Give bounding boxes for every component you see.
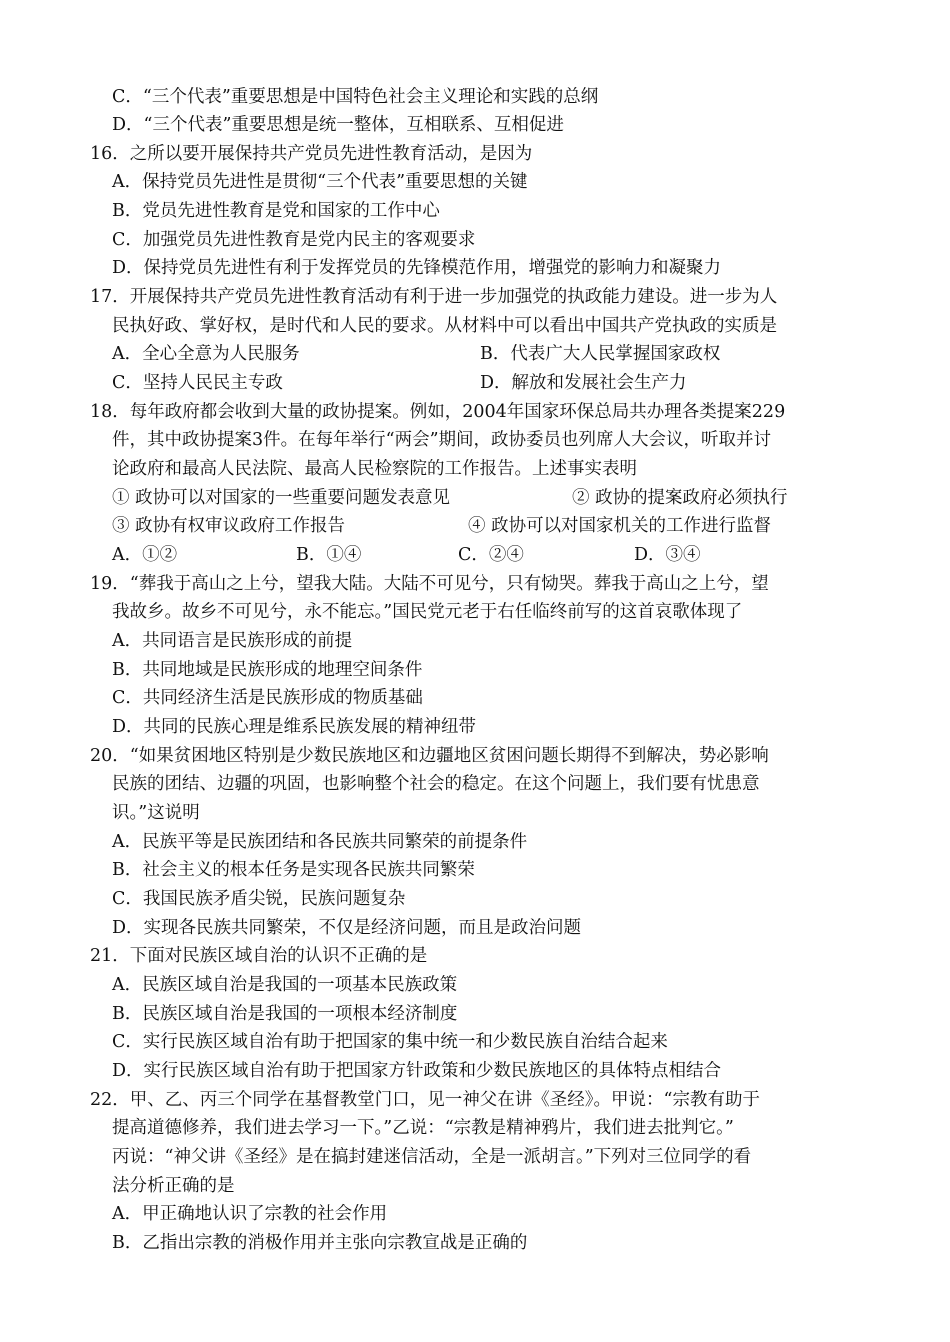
- q19-option-c: C．共同经济生活是民族形成的物质基础: [112, 688, 423, 708]
- q22-option-a: A．甲正确地认识了宗教的社会作用: [112, 1204, 388, 1224]
- q17-options-row2: [0, 369, 950, 397]
- q17-option-c: C．坚持人民民主专政: [112, 373, 283, 393]
- q19-option-d: D．共同的民族心理是维系民族发展的精神纽带: [112, 717, 477, 737]
- q21-option-b: B．民族区域自治是我国的一项根本经济制度: [112, 1004, 458, 1024]
- q21-option-c: C．实行民族区域自治有助于把国家的集中统一和少数民族自治结合起来: [112, 1032, 668, 1052]
- q20-option-a: A．民族平等是民族团结和各民族共同繁荣的前提条件: [112, 832, 528, 852]
- q17-option-a: A．全心全意为人民服务: [112, 344, 300, 364]
- q18-item-2: ② 政协的提案政府必须执行: [572, 488, 788, 508]
- q16-option-c: C．加强党员先进性教育是党内民主的客观要求: [112, 230, 476, 250]
- q20-option-c: C．我国民族矛盾尖锐，民族问题复杂: [112, 889, 406, 909]
- q18-items-row1: [0, 484, 950, 512]
- q18-stem-line1: 18．每年政府都会收到大量的政协提案。例如，2004年国家环保总局共办理各类提案229: [90, 402, 786, 422]
- q20-stem-line3: 识。”这说明: [112, 803, 200, 823]
- q15-option-d: D．“三个代表”重要思想是统一整体，互相联系、互相促进: [112, 115, 564, 135]
- q18-item-4: ④ 政协可以对国家机关的工作进行监督: [468, 516, 772, 536]
- q22-stem-line4: 法分析正确的是: [112, 1176, 235, 1196]
- q16-option-b: B．党员先进性教育是党和国家的工作中心: [112, 201, 440, 221]
- q17-option-d: D．解放和发展社会生产力: [480, 373, 687, 393]
- q18-item-3: ③ 政协有权审议政府工作报告: [112, 516, 346, 536]
- q16-option-a: A．保持党员先进性是贯彻“三个代表”重要思想的关键: [112, 172, 528, 192]
- q17-stem-line1: 17．开展保持共产党员先进性教育活动有利于进一步加强党的执政能力建设。进一步为人: [90, 287, 778, 307]
- q16-stem: 16．之所以要开展保持共产党员先进性教育活动，是因为: [90, 144, 533, 164]
- q21-stem: 21．下面对民族区域自治的认识不正确的是: [90, 946, 428, 966]
- q18-option-a: A．①②: [112, 545, 178, 565]
- q20-stem-line1: 20．“如果贫困地区特别是少数民族地区和边疆地区贫困问题长期得不到解决，势必影响: [90, 746, 769, 766]
- q18-option-d: D．③④: [634, 545, 701, 565]
- q19-stem-line1: 19．“葬我于高山之上兮，望我大陆。大陆不可见兮，只有恸哭。葬我于高山之上兮，望: [90, 574, 769, 594]
- q18-item-1: ① 政协可以对国家的一些重要问题发表意见: [112, 488, 451, 508]
- q20-option-b: B．社会主义的根本任务是实现各民族共同繁荣: [112, 860, 475, 880]
- q18-options-row: [0, 541, 950, 569]
- q18-stem-line2: 件，其中政协提案3件。在每年举行“两会”期间，政协委员也列席人大会议，听取并讨: [112, 430, 772, 450]
- q17-options-row1: [0, 340, 950, 368]
- q18-option-c: C．②④: [458, 545, 524, 565]
- q20-option-d: D．实现各民族共同繁荣，不仅是经济问题，而且是政治问题: [112, 918, 582, 938]
- q21-option-d: D．实行民族区域自治有助于把国家方针政策和少数民族地区的具体特点相结合: [112, 1061, 722, 1081]
- q20-stem-line2: 民族的团结、边疆的巩固，也影响整个社会的稳定。在这个问题上，我们要有忧患意: [112, 774, 760, 794]
- q19-stem-line2: 我故乡。故乡不可见兮，永不能忘。”国民党元老于右任临终前写的这首哀歌体现了: [112, 602, 743, 622]
- q17-stem-line2: 民执好政、掌好权，是时代和人民的要求。从材料中可以看出中国共产党执政的实质是: [112, 316, 777, 336]
- q16-option-d: D．保持党员先进性有利于发挥党员的先锋模范作用，增强党的影响力和凝聚力: [112, 258, 722, 278]
- q22-stem-line2: 提高道德修养，我们进去学习一下。”乙说：“宗教是精神鸦片，我们进去批判它。”: [112, 1118, 734, 1138]
- q17-option-b: B．代表广大人民掌握国家政权: [480, 344, 721, 364]
- q18-stem-line3: 论政府和最高人民法院、最高人民检察院的工作报告。上述事实表明: [112, 459, 637, 479]
- q18-items-row2: [0, 512, 950, 540]
- q18-option-b: B．①④: [296, 545, 362, 565]
- q22-option-b: B．乙指出宗教的消极作用并主张向宗教宣战是正确的: [112, 1233, 528, 1253]
- q22-stem-line1: 22．甲、乙、丙三个同学在基督教堂门口，见一神父在讲《圣经》。甲说：“宗教有助于: [90, 1090, 760, 1110]
- q21-option-a: A．民族区域自治是我国的一项基本民族政策: [112, 975, 458, 995]
- q19-option-b: B．共同地域是民族形成的地理空间条件: [112, 660, 423, 680]
- q15-option-c: C．“三个代表”重要思想是中国特色社会主义理论和实践的总纲: [112, 87, 599, 107]
- q19-option-a: A．共同语言是民族形成的前提: [112, 631, 353, 651]
- q22-stem-line3: 丙说：“神父讲《圣经》是在搞封建迷信活动，全是一派胡言。”下列对三位同学的看: [112, 1147, 752, 1167]
